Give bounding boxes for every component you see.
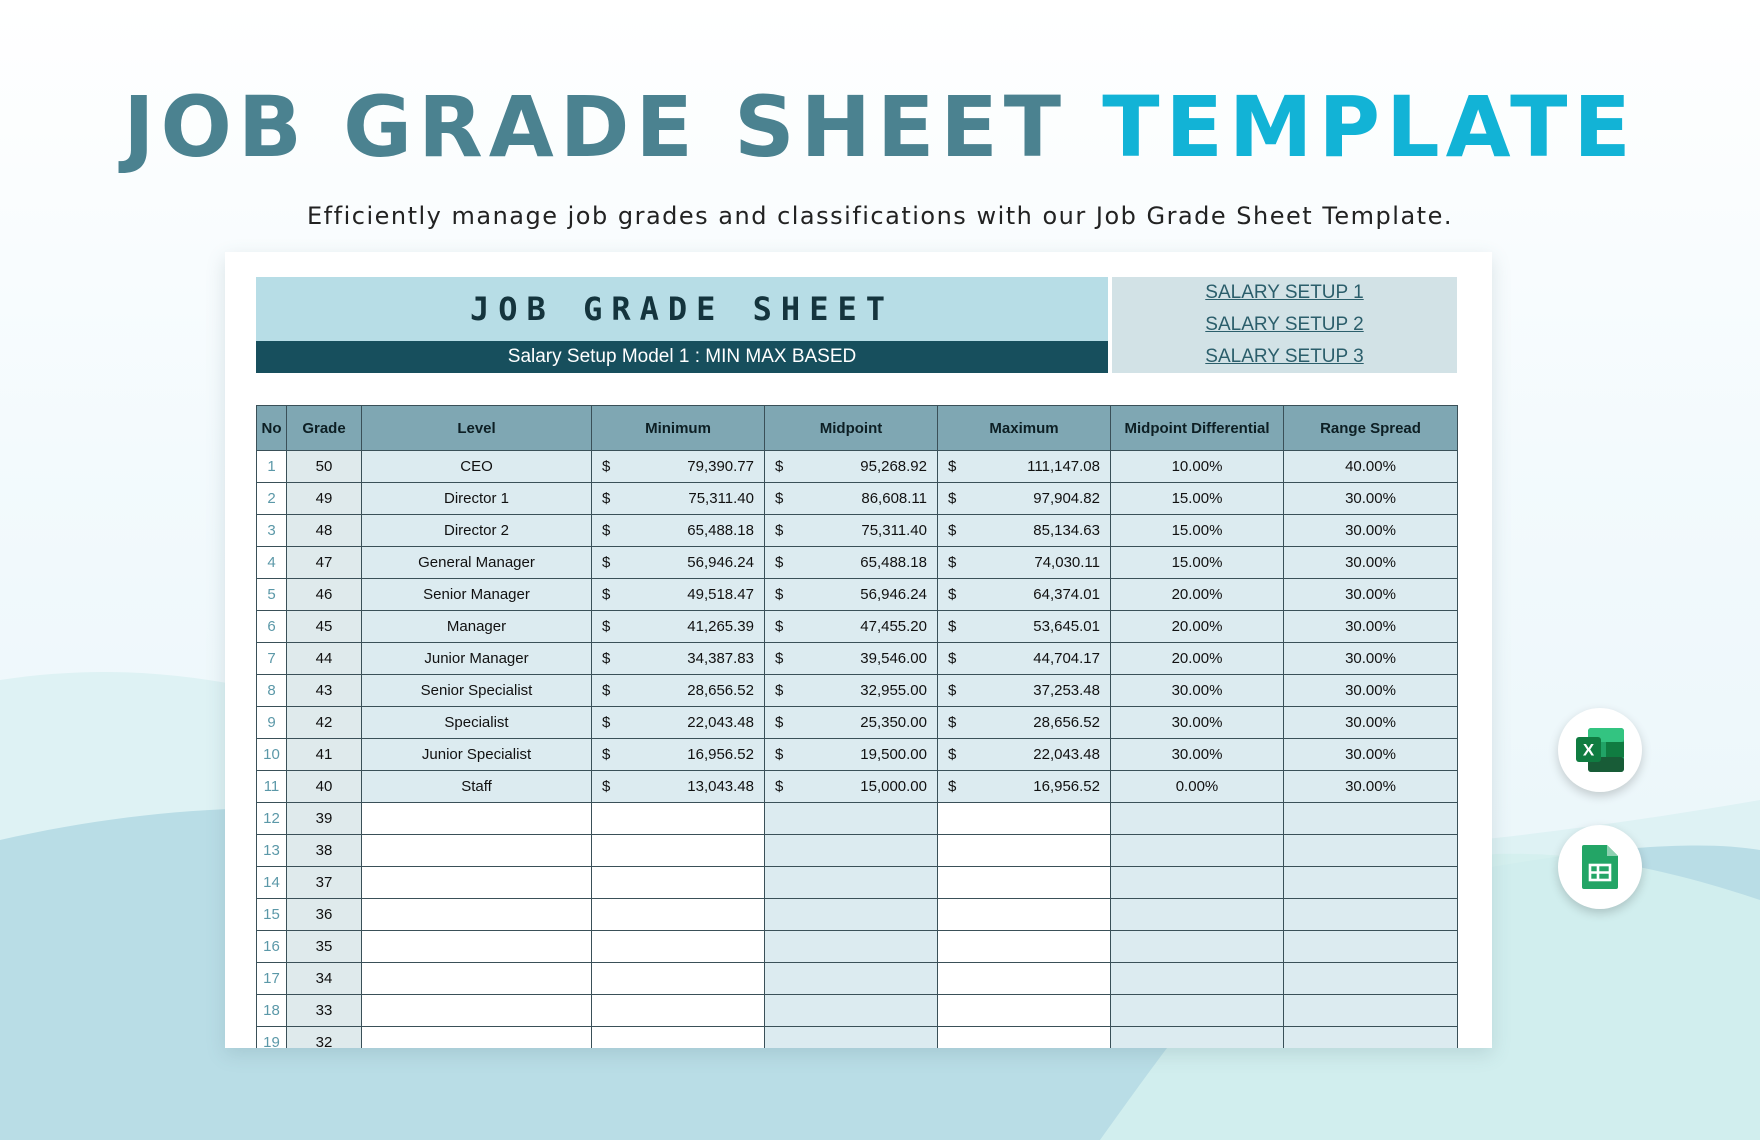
page-title: [0, 78, 1760, 176]
amount-value: 22,043.48: [1033, 746, 1100, 763]
row-number: 3: [257, 515, 287, 547]
minimum-cell[interactable]: [592, 451, 765, 483]
range-spread-cell[interactable]: [1284, 803, 1458, 835]
table-row: [257, 899, 1458, 931]
table-row: [257, 771, 1458, 803]
row-number: 4: [257, 547, 287, 579]
midpoint-differential-cell[interactable]: 15.00%: [1111, 515, 1284, 547]
range-spread-cell[interactable]: [1284, 899, 1458, 931]
range-spread-cell[interactable]: 30.00%: [1284, 643, 1458, 675]
table-row: [257, 707, 1458, 739]
amount-value: 111,147.08: [1027, 458, 1100, 475]
amount-value: 32,955.00: [860, 682, 927, 699]
row-number: 2: [257, 483, 287, 515]
table-row: [257, 995, 1458, 1027]
row-number: 19: [257, 1027, 287, 1049]
currency-symbol: $: [775, 682, 784, 699]
range-spread-cell[interactable]: [1284, 931, 1458, 963]
minimum-cell[interactable]: [592, 771, 765, 803]
midpoint-differential-cell[interactable]: 30.00%: [1111, 707, 1284, 739]
minimum-cell[interactable]: [592, 515, 765, 547]
minimum-cell[interactable]: [592, 963, 765, 995]
amount-value: 25,350.00: [860, 714, 927, 731]
minimum-cell[interactable]: [592, 803, 765, 835]
grade-cell[interactable]: 42: [287, 707, 362, 739]
table-row: [257, 483, 1458, 515]
minimum-cell[interactable]: [592, 835, 765, 867]
amount-value: 13,043.48: [687, 778, 754, 795]
minimum-cell[interactable]: [592, 611, 765, 643]
amount-value: 22,043.48: [687, 714, 754, 731]
currency-symbol: $: [775, 714, 784, 731]
table-row: [257, 1027, 1458, 1049]
range-spread-cell[interactable]: 30.00%: [1284, 707, 1458, 739]
level-cell[interactable]: Junior Specialist: [362, 739, 592, 771]
sheet-subheading: Salary Setup Model 1 : MIN MAX BASED: [256, 341, 1108, 373]
currency-symbol: $: [775, 618, 784, 635]
grade-cell[interactable]: 36: [287, 899, 362, 931]
level-cell[interactable]: Specialist: [362, 707, 592, 739]
maximum-cell[interactable]: [938, 771, 1111, 803]
minimum-cell[interactable]: [592, 707, 765, 739]
maximum-cell[interactable]: [938, 579, 1111, 611]
midpoint-cell[interactable]: [765, 547, 938, 579]
midpoint-cell[interactable]: [765, 899, 938, 931]
grade-cell[interactable]: 40: [287, 771, 362, 803]
midpoint-differential-cell[interactable]: [1111, 963, 1284, 995]
range-spread-cell[interactable]: 30.00%: [1284, 483, 1458, 515]
amount-value: 75,311.40: [861, 522, 927, 539]
maximum-cell[interactable]: [938, 515, 1111, 547]
table-row: [257, 451, 1458, 483]
amount-value: 41,265.39: [687, 618, 754, 635]
midpoint-cell[interactable]: [765, 835, 938, 867]
job-grade-table: [256, 405, 1458, 1048]
column-header-grade: Grade: [287, 406, 362, 451]
row-number: 1: [257, 451, 287, 483]
midpoint-differential-cell[interactable]: 30.00%: [1111, 675, 1284, 707]
midpoint-differential-cell[interactable]: [1111, 995, 1284, 1027]
midpoint-cell[interactable]: [765, 803, 938, 835]
midpoint-cell[interactable]: [765, 707, 938, 739]
maximum-cell[interactable]: [938, 931, 1111, 963]
row-number: 7: [257, 643, 287, 675]
grade-cell[interactable]: 41: [287, 739, 362, 771]
column-header-minimum: Minimum: [592, 406, 765, 451]
amount-value: 15,000.00: [860, 778, 927, 795]
minimum-cell[interactable]: [592, 483, 765, 515]
level-cell[interactable]: [362, 1027, 592, 1049]
midpoint-cell[interactable]: [765, 739, 938, 771]
amount-value: 86,608.11: [861, 490, 927, 507]
maximum-cell[interactable]: [938, 675, 1111, 707]
currency-symbol: $: [602, 458, 611, 475]
amount-value: 34,387.83: [687, 650, 754, 667]
row-number: 9: [257, 707, 287, 739]
row-number: 16: [257, 931, 287, 963]
level-cell[interactable]: Director 1: [362, 483, 592, 515]
range-spread-cell[interactable]: 30.00%: [1284, 579, 1458, 611]
minimum-cell[interactable]: [592, 643, 765, 675]
range-spread-cell[interactable]: 30.00%: [1284, 611, 1458, 643]
minimum-cell[interactable]: [592, 899, 765, 931]
grade-cell[interactable]: 47: [287, 547, 362, 579]
level-cell[interactable]: Staff: [362, 771, 592, 803]
maximum-cell[interactable]: [938, 995, 1111, 1027]
midpoint-differential-cell[interactable]: 15.00%: [1111, 483, 1284, 515]
midpoint-cell[interactable]: [765, 451, 938, 483]
row-number: 18: [257, 995, 287, 1027]
table-row: [257, 963, 1458, 995]
level-cell[interactable]: [362, 963, 592, 995]
table-row: [257, 547, 1458, 579]
amount-value: 28,656.52: [1033, 714, 1100, 731]
row-number: 13: [257, 835, 287, 867]
level-cell[interactable]: [362, 803, 592, 835]
level-cell[interactable]: [362, 995, 592, 1027]
minimum-cell[interactable]: [592, 931, 765, 963]
amount-value: 75,311.40: [688, 490, 754, 507]
amount-value: 95,268.92: [860, 458, 927, 475]
currency-symbol: $: [602, 714, 611, 731]
row-number: 8: [257, 675, 287, 707]
currency-symbol: $: [948, 650, 957, 667]
midpoint-cell[interactable]: [765, 611, 938, 643]
grade-cell[interactable]: 50: [287, 451, 362, 483]
midpoint-cell[interactable]: [765, 995, 938, 1027]
midpoint-differential-cell[interactable]: 20.00%: [1111, 579, 1284, 611]
table-row: [257, 835, 1458, 867]
amount-value: 79,390.77: [687, 458, 754, 475]
midpoint-differential-cell[interactable]: 0.00%: [1111, 771, 1284, 803]
midpoint-differential-cell[interactable]: [1111, 931, 1284, 963]
maximum-cell[interactable]: [938, 899, 1111, 931]
midpoint-differential-cell[interactable]: [1111, 835, 1284, 867]
currency-symbol: $: [948, 522, 957, 539]
currency-symbol: $: [775, 522, 784, 539]
range-spread-cell[interactable]: 30.00%: [1284, 771, 1458, 803]
currency-symbol: $: [602, 554, 611, 571]
level-cell[interactable]: Senior Manager: [362, 579, 592, 611]
currency-symbol: $: [602, 650, 611, 667]
amount-value: 47,455.20: [860, 618, 927, 635]
currency-symbol: $: [602, 778, 611, 795]
currency-symbol: $: [602, 522, 611, 539]
table-row: [257, 643, 1458, 675]
table-row: [257, 515, 1458, 547]
row-number: 12: [257, 803, 287, 835]
grade-cell[interactable]: 39: [287, 803, 362, 835]
midpoint-differential-cell[interactable]: 20.00%: [1111, 611, 1284, 643]
amount-value: 53,645.01: [1033, 618, 1100, 635]
column-header-level: Level: [362, 406, 592, 451]
column-header-midpoint-differential: Midpoint Differential: [1111, 406, 1284, 451]
level-cell[interactable]: [362, 867, 592, 899]
maximum-cell[interactable]: [938, 739, 1111, 771]
maximum-cell[interactable]: [938, 1027, 1111, 1049]
midpoint-cell[interactable]: [765, 867, 938, 899]
amount-value: 97,904.82: [1033, 490, 1100, 507]
table-header-row: [257, 406, 1458, 451]
row-number: 5: [257, 579, 287, 611]
currency-symbol: $: [948, 586, 957, 603]
midpoint-cell[interactable]: [765, 675, 938, 707]
midpoint-differential-cell[interactable]: 15.00%: [1111, 547, 1284, 579]
table-body: [257, 451, 1458, 1049]
maximum-cell[interactable]: [938, 547, 1111, 579]
page-subtitle: Efficiently manage job grades and classifications with our Job Grade Sheet Template.: [307, 202, 1453, 230]
minimum-cell[interactable]: [592, 547, 765, 579]
grade-cell[interactable]: 34: [287, 963, 362, 995]
salary-setup-2-link[interactable]: SALARY SETUP 2: [1205, 314, 1364, 335]
amount-value: 64,374.01: [1033, 586, 1100, 603]
maximum-cell[interactable]: [938, 707, 1111, 739]
table-row: [257, 803, 1458, 835]
amount-value: 74,030.11: [1034, 554, 1100, 571]
table-row: [257, 611, 1458, 643]
excel-letter: X: [1582, 740, 1595, 760]
midpoint-cell[interactable]: [765, 643, 938, 675]
row-number: 6: [257, 611, 287, 643]
page-title-accent: TEMPLATE: [1102, 78, 1637, 176]
google-sheets-button[interactable]: [1558, 825, 1642, 909]
spreadsheet-preview: [225, 252, 1492, 1048]
amount-value: 65,488.18: [687, 522, 754, 539]
currency-symbol: $: [602, 490, 611, 507]
maximum-cell[interactable]: [938, 483, 1111, 515]
currency-symbol: $: [948, 714, 957, 731]
level-cell[interactable]: [362, 835, 592, 867]
range-spread-cell[interactable]: [1284, 995, 1458, 1027]
grade-cell[interactable]: 38: [287, 835, 362, 867]
currency-symbol: $: [775, 746, 784, 763]
currency-symbol: $: [948, 458, 957, 475]
level-cell[interactable]: CEO: [362, 451, 592, 483]
currency-symbol: $: [602, 682, 611, 699]
sheet-heading: JOB GRADE SHEET: [256, 277, 1108, 341]
amount-value: 28,656.52: [687, 682, 754, 699]
range-spread-cell[interactable]: 40.00%: [1284, 451, 1458, 483]
grade-cell[interactable]: 35: [287, 931, 362, 963]
range-spread-cell[interactable]: 30.00%: [1284, 675, 1458, 707]
level-cell[interactable]: General Manager: [362, 547, 592, 579]
maximum-cell[interactable]: [938, 803, 1111, 835]
currency-symbol: $: [948, 618, 957, 635]
table-row: [257, 579, 1458, 611]
currency-symbol: $: [602, 618, 611, 635]
row-number: 15: [257, 899, 287, 931]
midpoint-differential-cell[interactable]: 10.00%: [1111, 451, 1284, 483]
excel-icon: [1574, 725, 1626, 775]
minimum-cell[interactable]: [592, 867, 765, 899]
amount-value: 65,488.18: [860, 554, 927, 571]
currency-symbol: $: [775, 554, 784, 571]
column-header-maximum: Maximum: [938, 406, 1111, 451]
amount-value: 56,946.24: [687, 554, 754, 571]
currency-symbol: $: [775, 458, 784, 475]
midpoint-cell[interactable]: [765, 483, 938, 515]
amount-value: 19,500.00: [860, 746, 927, 763]
column-header-midpoint: Midpoint: [765, 406, 938, 451]
row-number: 11: [257, 771, 287, 803]
midpoint-cell[interactable]: [765, 963, 938, 995]
salary-setup-3-link[interactable]: SALARY SETUP 3: [1205, 346, 1364, 367]
midpoint-differential-cell[interactable]: [1111, 803, 1284, 835]
row-number: 10: [257, 739, 287, 771]
midpoint-differential-cell[interactable]: 20.00%: [1111, 643, 1284, 675]
minimum-cell[interactable]: [592, 995, 765, 1027]
maximum-cell[interactable]: [938, 611, 1111, 643]
amount-value: 16,956.52: [687, 746, 754, 763]
table-row: [257, 739, 1458, 771]
minimum-cell[interactable]: [592, 675, 765, 707]
grade-cell[interactable]: 37: [287, 867, 362, 899]
midpoint-differential-cell[interactable]: [1111, 899, 1284, 931]
amount-value: 49,518.47: [687, 586, 754, 603]
midpoint-differential-cell[interactable]: [1111, 867, 1284, 899]
grade-cell[interactable]: 49: [287, 483, 362, 515]
currency-symbol: $: [602, 746, 611, 763]
currency-symbol: $: [948, 554, 957, 571]
grade-cell[interactable]: 44: [287, 643, 362, 675]
midpoint-differential-cell[interactable]: 30.00%: [1111, 739, 1284, 771]
maximum-cell[interactable]: [938, 835, 1111, 867]
midpoint-differential-cell[interactable]: [1111, 1027, 1284, 1049]
grade-cell[interactable]: 43: [287, 675, 362, 707]
table-row: [257, 931, 1458, 963]
midpoint-cell[interactable]: [765, 771, 938, 803]
level-cell[interactable]: Director 2: [362, 515, 592, 547]
currency-symbol: $: [775, 490, 784, 507]
currency-symbol: $: [602, 586, 611, 603]
maximum-cell[interactable]: [938, 867, 1111, 899]
level-cell[interactable]: Senior Specialist: [362, 675, 592, 707]
excel-button[interactable]: [1558, 708, 1642, 792]
grade-cell[interactable]: 32: [287, 1027, 362, 1049]
table-row: [257, 675, 1458, 707]
salary-setup-1-link[interactable]: SALARY SETUP 1: [1205, 282, 1364, 303]
currency-symbol: $: [775, 586, 784, 603]
currency-symbol: $: [775, 778, 784, 795]
level-cell[interactable]: [362, 931, 592, 963]
amount-value: 37,253.48: [1033, 682, 1100, 699]
maximum-cell[interactable]: [938, 963, 1111, 995]
range-spread-cell[interactable]: [1284, 963, 1458, 995]
amount-value: 56,946.24: [860, 586, 927, 603]
amount-value: 44,704.17: [1033, 650, 1100, 667]
amount-value: 85,134.63: [1033, 522, 1100, 539]
currency-symbol: $: [948, 490, 957, 507]
midpoint-cell[interactable]: [765, 931, 938, 963]
salary-setup-links: [1112, 277, 1457, 373]
level-cell[interactable]: [362, 899, 592, 931]
column-header-range-spread: Range Spread: [1284, 406, 1458, 451]
range-spread-cell[interactable]: 30.00%: [1284, 515, 1458, 547]
page-title-main: JOB GRADE SHEET: [123, 78, 1067, 176]
currency-symbol: $: [948, 746, 957, 763]
row-number: 17: [257, 963, 287, 995]
minimum-cell[interactable]: [592, 739, 765, 771]
minimum-cell[interactable]: [592, 1027, 765, 1049]
column-header-no: No: [257, 406, 287, 451]
range-spread-cell[interactable]: 30.00%: [1284, 739, 1458, 771]
midpoint-cell[interactable]: [765, 1027, 938, 1049]
level-cell[interactable]: Junior Manager: [362, 643, 592, 675]
range-spread-cell[interactable]: 30.00%: [1284, 547, 1458, 579]
maximum-cell[interactable]: [938, 643, 1111, 675]
minimum-cell[interactable]: [592, 579, 765, 611]
grade-cell[interactable]: 46: [287, 579, 362, 611]
midpoint-cell[interactable]: [765, 515, 938, 547]
range-spread-cell[interactable]: [1284, 867, 1458, 899]
row-number: 14: [257, 867, 287, 899]
currency-symbol: $: [775, 650, 784, 667]
amount-value: 39,546.00: [860, 650, 927, 667]
range-spread-cell[interactable]: [1284, 835, 1458, 867]
level-cell[interactable]: Manager: [362, 611, 592, 643]
table-row: [257, 867, 1458, 899]
maximum-cell[interactable]: [938, 451, 1111, 483]
google-sheets-icon: [1580, 843, 1620, 891]
grade-cell[interactable]: 45: [287, 611, 362, 643]
grade-cell[interactable]: 33: [287, 995, 362, 1027]
currency-symbol: $: [948, 682, 957, 699]
midpoint-cell[interactable]: [765, 579, 938, 611]
grade-cell[interactable]: 48: [287, 515, 362, 547]
range-spread-cell[interactable]: [1284, 1027, 1458, 1049]
amount-value: 16,956.52: [1033, 778, 1100, 795]
currency-symbol: $: [948, 778, 957, 795]
